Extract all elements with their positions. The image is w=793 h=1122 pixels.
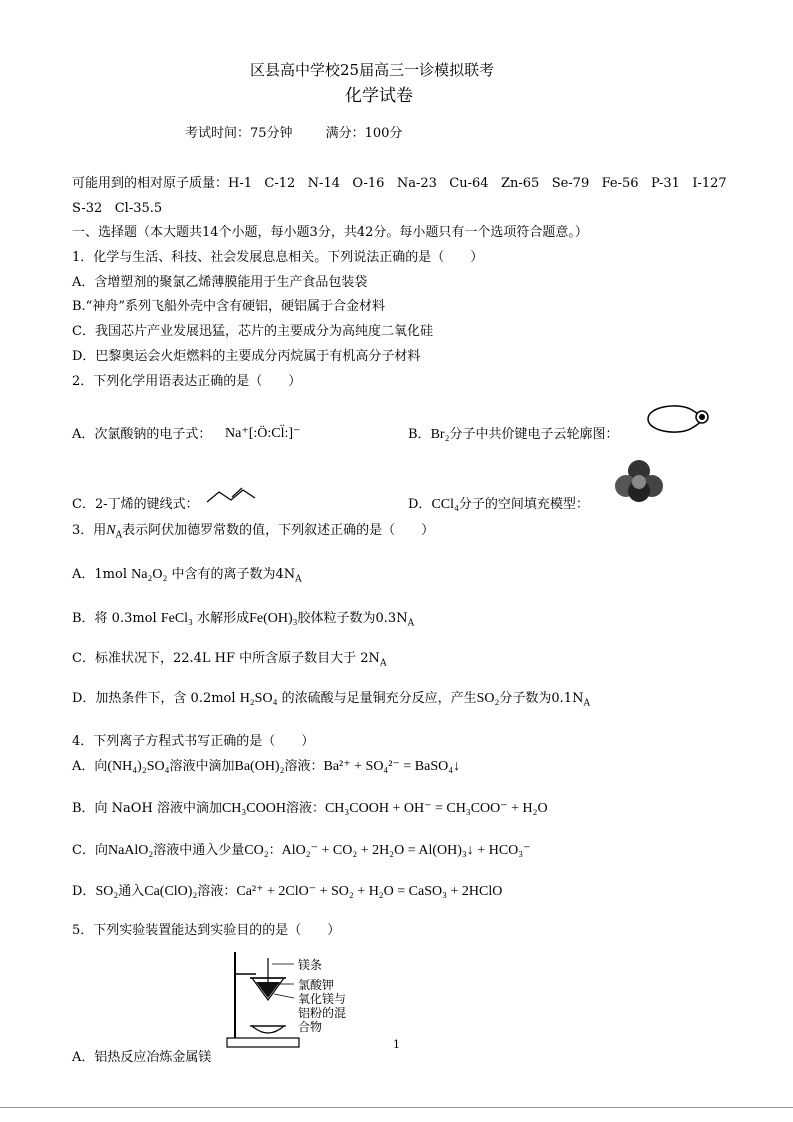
subject-title: 化学试卷 (345, 86, 413, 106)
q1-option-c: C．我国芯片产业发展迅猛，芯片的主要成分为高纯度二氧化硅 (72, 324, 433, 339)
q2-stem: 2．下列化学用语表达正确的是（ ） (72, 374, 302, 389)
fecl3-formula: FeCl₃ (160, 611, 193, 626)
barium-hydroxide-formula: Ba(OH)₂ (234, 759, 285, 774)
q4-d-equation: Ca²⁺ + 2ClO⁻ + SO₂ + H₂O = CaSO₃ + 2HClO (236, 884, 503, 899)
exam-info: 考试时间：75分钟 满分：100分 (185, 126, 403, 141)
thermite-apparatus-figure (222, 948, 372, 1058)
q1-option-b: B.“神舟”系列飞船外壳中含有硬铝，硬铝属于合金材料 (72, 299, 385, 314)
q3-option-d (72, 690, 590, 713)
sodium-aluminate-formula: NaAlO₂ (107, 843, 154, 858)
q3-option-a (72, 566, 302, 589)
q2-option-a-text: A．次氯酸钠的电子式： (72, 427, 212, 442)
q2-option-d-text: 分子的空间填充模型： (458, 497, 589, 512)
q3-b-pre: B．将 0.3mol (72, 611, 157, 626)
q4-c-equation: AlO₂⁻ + CO₂ + 2H₂O = Al(OH)₃↓ + HCO₃⁻ (281, 843, 531, 858)
acetic-acid-formula: CH₃COOH (221, 801, 286, 816)
q4-stem: 4．下列离子方程式书写正确的是（ ） (72, 734, 315, 749)
q4-a-post: 溶液： (284, 759, 324, 774)
q3-c-text: C．标准状况下，22.4L HF 中所含原子数目大于 2N (72, 651, 380, 666)
ammonium-sulfate-formula: (NH₄)₂SO₄ (107, 759, 170, 774)
q1-stem: 1．化学与生活、科技、社会发展息息相关。下列说法正确的是（ ） (72, 250, 484, 265)
q4-d-post: 溶液： (197, 884, 237, 899)
electron-cloud-diagram (640, 400, 716, 438)
q4-b-pre: B．向 NaOH 溶液中滴加 (72, 801, 222, 816)
q1-option-a: A．含增塑剂的聚氯乙烯薄膜能用于生产食品包装袋 (72, 275, 368, 290)
q4-option-a (72, 758, 460, 775)
q2-option-d-label: D． (408, 497, 432, 512)
q4-option-c (72, 842, 531, 859)
ccl4-space-filling-model (614, 458, 664, 504)
h2so4-formula: H₂SO₄ (239, 691, 278, 706)
q3-b-sub: A (407, 618, 415, 629)
avogadro-symbol: N (106, 523, 116, 538)
q5-stem: 5．下列实验装置能达到实验目的的是（ ） (72, 923, 341, 938)
q5-option-a: A．铝热反应冶炼金属镁 (72, 1050, 212, 1065)
q3-a-post: 中含有的离子数为4N (171, 567, 296, 582)
q3-b-mid: 水解形成 (197, 611, 250, 626)
q4-c-mid: 溶液中通入少量 (153, 843, 245, 858)
q3-d-mid: 的浓硫酸与足量铜充分反应，产生 (281, 691, 477, 706)
q3-option-b (72, 610, 414, 633)
q2-option-c: C．2-丁烯的键线式： (72, 497, 199, 512)
q2-option-d (408, 496, 589, 513)
fig-label-mixture-3: 合物 (298, 1020, 323, 1034)
atomic-masses-line1: 可能用到的相对原子质量：H-1 C-12 N-14 O-16 Na-23 Cu-64 Zn-65 Se-79 Fe-56 P-31 I-127 (72, 176, 727, 191)
bromine-formula: Br₂ (430, 427, 450, 442)
exam-title: 区县高中学校25届高三一诊模拟联考 (250, 61, 495, 79)
q3-c-sub: A (379, 658, 387, 669)
fig-label-mg-strip: 镁条 (298, 958, 323, 972)
so2-formula-q4: SO₂ (95, 884, 119, 899)
co2-formula: CO₂ (244, 843, 269, 858)
calcium-hypochlorite-formula: Ca(ClO)₂ (144, 884, 198, 899)
q4-d-mid: 通入 (118, 884, 145, 899)
q3-a-sub: A (295, 574, 302, 585)
fig-label-mixture-2: 铝粉的混 (298, 1006, 347, 1020)
q2-option-a (72, 426, 211, 443)
q3-a-pre: A．1mol (72, 567, 127, 582)
q4-option-d (72, 883, 502, 900)
q4-a-equation: Ba²⁺ + SO₄²⁻ = BaSO₄↓ (323, 759, 461, 774)
na2o2-formula: Na₂O₂ (131, 567, 168, 582)
q1-option-d: D．巴黎奥运会火炬燃料的主要成分丙烷属于有机高分子材料 (72, 349, 421, 364)
q2-option-b (408, 426, 618, 443)
q4-c-pre: C．向 (72, 843, 108, 858)
q2-option-b-text: 分子中共价键电子云轮廓图： (449, 427, 619, 442)
q4-b-equation: CH₃COOH + OH⁻ = CH₃COO⁻ + H₂O (324, 801, 548, 816)
sodium-hypochlorite-electron-formula: Na⁺[:Ö:Cl̈:]⁻ (225, 426, 301, 441)
q2-option-b-label: B． (408, 427, 431, 442)
footer-divider (0, 1107, 793, 1108)
q4-b-post: 溶液： (285, 801, 325, 816)
q3-d-sub: A (583, 698, 590, 709)
q3-option-c (72, 650, 386, 673)
q4-c-post: ： (268, 843, 282, 858)
q3-d-post: 分子数为0.1N (499, 691, 584, 706)
butene-skeletal-formula (205, 486, 257, 506)
q4-option-b (72, 800, 548, 817)
avogadro-subscript: A (115, 530, 123, 541)
page-number: 1 (393, 1038, 400, 1051)
feoh3-formula: Fe(OH)₃ (249, 611, 298, 626)
section-heading: 一、选择题（本大题共14个小题，每小题3分，共42分。每小题只有一个选项符合题意。） (72, 225, 588, 240)
fig-label-kclo3: 氯酸钾 (298, 978, 335, 992)
so2-formula: SO₂ (476, 691, 500, 706)
ccl4-formula: CCl₄ (431, 497, 459, 512)
q3-b-post: 胶体粒子数为0.3N (297, 611, 408, 626)
atomic-masses-line2: S-32 Cl-35.5 (72, 201, 163, 216)
q4-a-mid: 溶液中滴加 (169, 759, 235, 774)
q3-d-pre: D．加热条件下，含 0.2mol (72, 691, 236, 706)
q3-stem-pre: 3．用 (72, 523, 107, 538)
q3-stem (72, 522, 434, 545)
q4-a-pre: A．向 (72, 759, 108, 774)
fig-label-mixture-1: 氧化镁与 (298, 992, 347, 1006)
q3-stem-post: 表示阿伏加德罗常数的值，下列叙述正确的是（ ） (122, 523, 435, 538)
q4-d-pre: D． (72, 884, 96, 899)
